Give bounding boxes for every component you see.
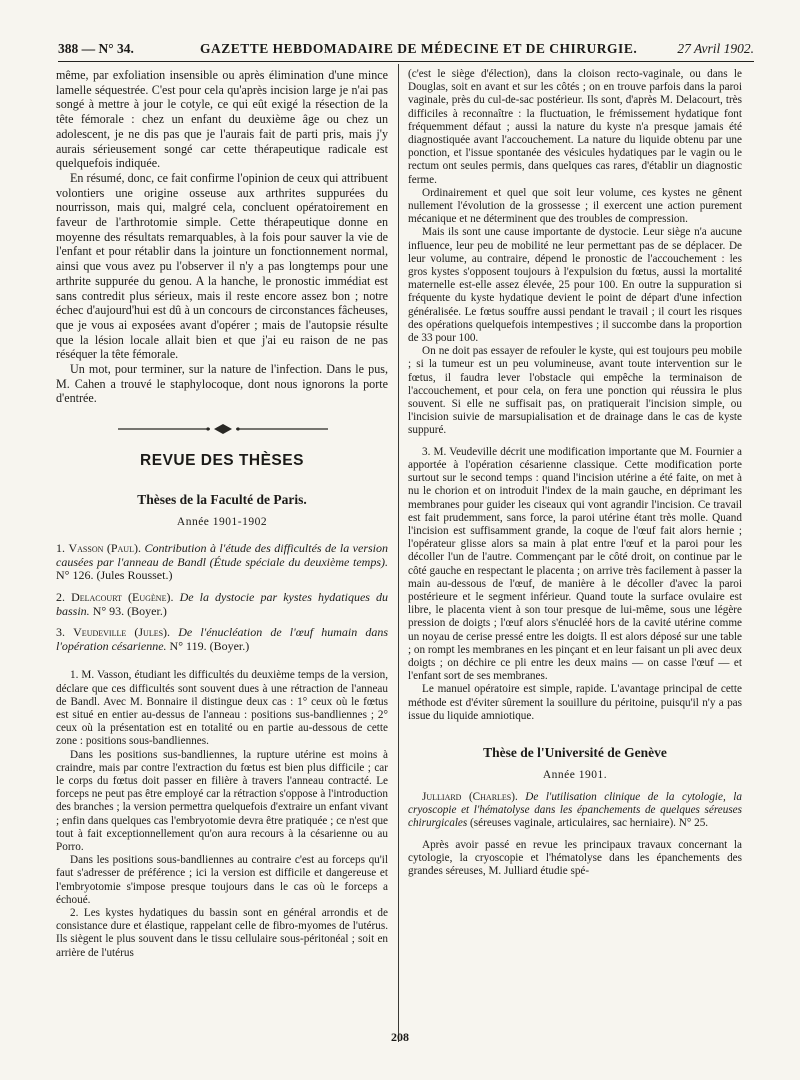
paragraph: même, par exfoliation insensible ou après élimination d'une mince lamelle séquestrée. C'est pour cela qu'après incision large je n'ai pas songé à mettre à jour le cotyle, ce qui eût exigé la résection de la tête fémorale : chez un enfant du deuxième âge ou chez un adolescent, je ne dis pas que je l'aurais fait de parti pris, mais j'y aurais sérieusement songé car cette thérapeutique radicale est quelquefois indiquée. bbox=[56, 68, 388, 171]
review-paragraph: Dans les positions sus-bandliennes, la rupture utérine est moins à craindre, mais par contre l'extraction du fœtus est bien plus difficile ; car le corps du fœtus doit passer en filière à travers l'anneau contracté. Le forceps ne peut pas être employé car la rétraction s'oppose à l'introduction des branches ; la version permettra quelquefois d'extraire un enfant vivant ; enfin dans quelques cas l'embryotomie devra être pratiquée ; ce n'est que tout à fait exceptionnellement qu'on aura recours à la césarienne ou au Porro. bbox=[56, 748, 388, 853]
thesis-author: Veudeville (Jules). bbox=[73, 625, 171, 640]
column-divider bbox=[398, 64, 399, 1042]
thesis-title: De la dystocie par kystes hydatiques du bassin. bbox=[56, 589, 389, 618]
paragraph: En résumé, donc, ce fait confirme l'opinion de ceux qui attribuent volontiers une origine osseuse aux arthrites suppurées du nourrisson, mais qui, malgré cela, concluent opératoirement en faveur de l'arthrotomie simple. Cette thérapeutique donne en moyenne des résultats remarquables, à la fois pour sauver la vie de l'enfant et pour rétablir dans la jointure un fonctionnement normal, ainsi que vous avez pu l'observer il n'y a pas longtemps pour une arthrite suppurée du genou. A la hanche, le pronostic immédiat est sans contredit plus sérieux, mais il reste encore assez bon ; notre échec d'aujourd'hui est dû à un concours de circonstances fâcheuses, que je vous ai exposées avant d'opérer ; mais de l'autopsie résulte que la lésion locale allait bien et que j'ai eu raison de ne pas réséquer la tête fémorale. bbox=[56, 170, 388, 362]
thesis-title: Contribution à l'étude des difficultés de la version causées par l'anneau de Bandl (Étude spéciale du deuxième temps). bbox=[56, 541, 388, 569]
running-header bbox=[58, 39, 754, 62]
subsection-title: Thèses de la Faculté de Paris. bbox=[137, 492, 307, 508]
paragraph: Un mot, pour terminer, sur la nature de l'infection. Dans le pus, M. Cahen a trouvé le staphylocoque, dont nous ignorons la porte d'entrée. bbox=[56, 362, 388, 406]
thesis-reference: N° 126. (Jules Rousset.) bbox=[56, 568, 173, 583]
thesis-entry bbox=[56, 542, 388, 583]
review-paragraph: 2. Les kystes hydatiques du bassin sont en général arrondis et de consistance dure et élastique, rappelant celle de fibro-myomes de l'utérus. Ils siègent le plus souvent dans le tissu cellulaire sous-péritonéal ; soit en arrière de l'utérus bbox=[56, 906, 388, 959]
thesis-author: Vasson (Paul). bbox=[68, 541, 141, 556]
review-paragraph: On ne doit pas essayer de refouler le kyste, qui est toujours peu mobile ; si la tumeur est un peu volumineuse, avant toute intervention sur le fœtus, il faudra lever l'obstacle qui empêche la terminaison de l'accouchement, et pour cela, on fera une ponction qui réussira le plus souvent. Si elle ne suffisait pas, on pratiquerait l'incision simple, ou l'incision suivie de marsupialisation et de drainage dans le cas de kyste suppuré. bbox=[408, 345, 742, 437]
review-paragraph: Après avoir passé en revue les principaux travaux concernant la cytologie, la cryoscopie et l'hématolyse dans les épanchements des grandes séreuses, M. Julliard étudie spé- bbox=[408, 838, 742, 877]
thesis-entry bbox=[408, 791, 742, 831]
page-folio: 208 bbox=[391, 1030, 409, 1044]
thesis-number: 1. bbox=[56, 541, 65, 556]
right-column bbox=[408, 68, 742, 878]
subsection-title: Thèse de l'Université de Genève bbox=[483, 744, 667, 760]
review-paragraph: Mais ils sont une cause importante de dystocie. Leur siège n'a aucune influence, leur peu de mobilité ne leur permettant pas de se déplacer. De leur volume, au contraire, dépend le pronostic de l'accouchement : les gros kystes s'opposent toujours à l'expulsion du fœtus, aussi la mortalité maternelle est-elle assez élevée, 25 pour 100. En outre la suppuration si fréquente du kyste hydatique devient le point de départ d'une infection généralisée. Le fœtus souffre aussi pendant le travail ; il court les risques des opérations quelquefois intempestives ; il succombe dans la proportion de 33 pour 100. bbox=[408, 226, 742, 345]
page-reference: 388 — N° 34. bbox=[58, 41, 134, 56]
thesis-number: 2. bbox=[56, 589, 65, 604]
thesis-reference: N° 119. (Boyer.) bbox=[169, 638, 250, 653]
thesis-title: De l'énucléation de l'œuf humain dans l'opération césarienne. bbox=[56, 625, 388, 653]
thesis-author: Delacourt (Eugène). bbox=[71, 589, 174, 604]
academic-year: Année 1901. bbox=[542, 768, 608, 781]
section-title: REVUE DES THÈSES bbox=[140, 452, 304, 470]
thesis-author: Julliard (Charles). bbox=[422, 790, 518, 803]
thesis-entry bbox=[56, 591, 388, 618]
review-paragraph: (c'est le siège d'élection), dans la cloison recto-vaginale, ou dans le Douglas, soit en avant et sur les côtés ; on en trouve parfois dans la paroi vaginale, près du cul-de-sac postérieur. Ils sont, d'après M. Delacourt, très difficiles à reconnaître : la fluctuation, le frémissement hydatique font fréquemment défaut ; aussi la nature du kyste n'a presque jamais été diagnostiquée avant l'accouchement. La nature du liquide obtenu par une ponction, et l'issue spontanée des vésicules hydatiques par le vagin ou le rectum ont seules permis, dans quelques cas rares, d'établir un diagnostic ferme. bbox=[408, 68, 742, 186]
thesis-title: De l'utilisation clinique de la cytologie, la cryoscopie et l'hématolyse dans les épanchements de quelques séreuses chirurgicales bbox=[408, 790, 742, 830]
review-paragraph: 1. M. Vasson, étudiant les difficultés du deuxième temps de la version, déclare que ces difficultés sont souvent dues à une rétraction de l'anneau de Bandl. Avec M. Bonnaire il distingue deux cas : 1° ceux où le fœtus est situé en entier au-dessus de l'anneau : positions sus-bandliennes ; 2° ceux où la présentation est en totalité ou en partie au-dessous de cette zone : positions sous-bandliennes. bbox=[56, 669, 388, 748]
thesis-reference: N° 93. (Boyer.) bbox=[92, 603, 167, 618]
thesis-reference: (séreuses vaginale, articulaires, sac herniaire). N° 25. bbox=[470, 817, 709, 830]
review-paragraph: Ordinairement et quel que soit leur volume, ces kystes ne gênent nullement l'évolution de la grossesse ; il exercent une action purement mécanique et ne déterminent que des troubles de compression. bbox=[408, 186, 742, 226]
journal-title: GAZETTE HEBDOMADAIRE DE MÉDECINE ET DE CHIRURGIE. bbox=[200, 41, 638, 56]
left-column bbox=[56, 68, 388, 960]
academic-year: Année 1901-1902 bbox=[176, 516, 268, 529]
issue-date: 27 Avril 1902. bbox=[677, 41, 754, 56]
review-paragraph: Le manuel opératoire est simple, rapide. L'avantage principal de cette méthode est d'éviter sûrement la souillure du péritoine, puisqu'il n'y a pas issue du liquide amniotique. bbox=[408, 683, 742, 722]
thesis-list bbox=[56, 542, 388, 653]
thesis-number: 3. bbox=[56, 625, 65, 640]
review-paragraph: 3. M. Veudeville décrit une modification importante que M. Fournier a apportée à l'opération césarienne classique. Cette modification porte surtout sur le second temps : quand l'incision utérine a été faite, on met à nu le chorion et on introduit l'index de la main gauche, en déprimant les membranes pour guider les ciseaux qui vont agrandir l'incision. Ce travail est fait prudemment, sans force, la paroi utérine étant très molle. Quand l'incision est suffisamment grande, la coque de l'œuf fait alors hernie ; l'opérateur glisse alors sa main à plat entre l'œuf et la paroi pour les décoller l'un de l'autre. Commençant par le côté droit, on continue par le côté gauche en respectant le placenta ; on arrive très facilement à passer la main au-dessous de l'œuf, de manière à le décoller d'avec la paroi postérieure et le segment inférieur. Quand toute la surface ovulaire est libre, le placenta vient à son tour presque de lui-même, sous une légère pression de doigts ; l'œuf alors s'énucléé hors de la cavité utérine comme un noyau de cerise pressé entre les doigts. Il est alors déposé sur une table ; on rompt les membranes en les pinçant et en leur faisant un pli avec deux doigts ; on déchire ce pli entre les deux mains — on casse l'œuf — et l'enfant sort de ses membranes. bbox=[408, 445, 742, 683]
review-paragraph: Dans les positions sous-bandliennes au contraire c'est au forceps qu'il faut s'adresser de préférence ; ici la version est difficile et dangereuse et l'embryotomie s'impose presque toujours dans le cas où le forceps a échoué. bbox=[56, 854, 388, 906]
section-ornament bbox=[118, 422, 328, 436]
thesis-entry bbox=[56, 626, 388, 653]
